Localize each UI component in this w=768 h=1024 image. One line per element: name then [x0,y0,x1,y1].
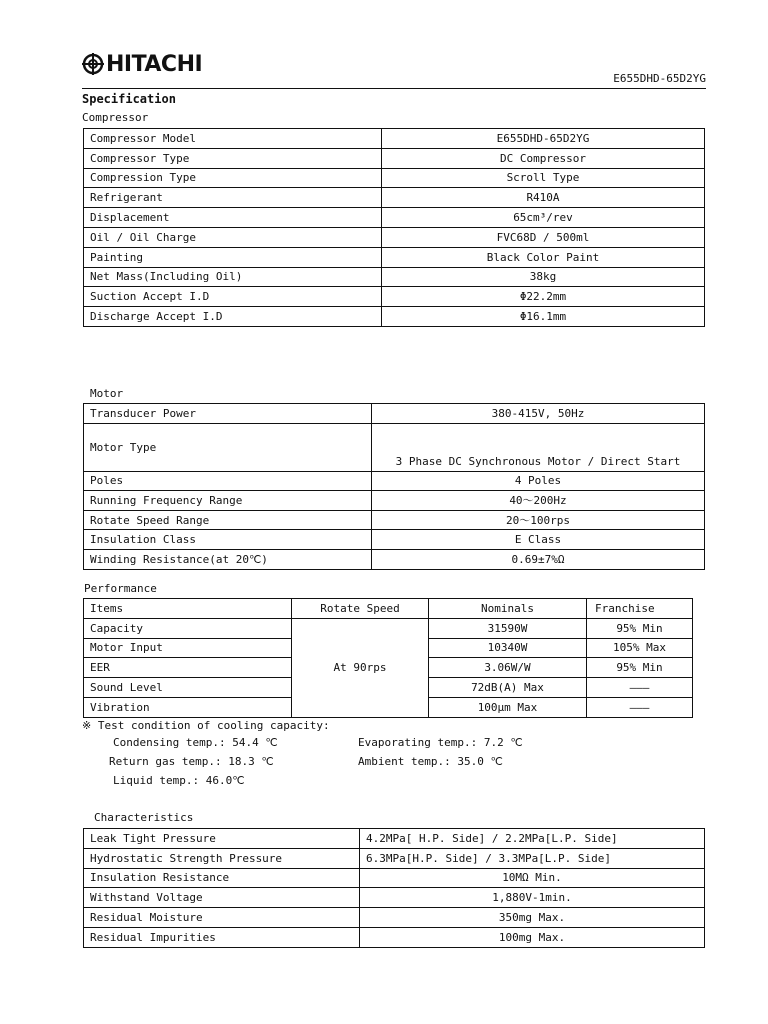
hitachi-emblem-icon [82,53,104,75]
spec-label: Poles [84,471,372,491]
table-row [84,404,705,424]
return-gas-temp: Return gas temp.: 18.3 ℃ [109,755,274,768]
compressor-table [83,128,705,327]
spec-value: Φ22.2mm [382,287,705,307]
spec-value: Φ16.1mm [382,307,705,327]
table-row [84,510,705,530]
spec-label: Rotate Speed Range [84,510,372,530]
table-row [84,267,705,287]
nominal-value: 10340W [429,638,587,658]
spec-value: 3 Phase DC Synchronous Motor / Direct Start [372,423,705,471]
table-row [84,829,705,849]
franchise-value: ——— [587,678,693,698]
spec-value: 38kg [382,267,705,287]
spec-label: Transducer Power [84,404,372,424]
spec-value: 1,880V-1min. [360,888,705,908]
compressor-label: Compressor [82,111,149,124]
header-model: E655DHD-65D2YG [613,72,706,85]
table-row [84,307,705,327]
table-row [84,208,705,228]
table-row [84,168,705,188]
column-header: Rotate Speed [292,599,429,619]
spec-value: 350mg Max. [360,908,705,928]
spec-value: 4.2MPa[ H.P. Side] / 2.2MPa[L.P. Side] [360,829,705,849]
motor-label: Motor [90,387,124,400]
spec-value: 65cm³/rev [382,208,705,228]
spec-value: 10MΩ Min. [360,868,705,888]
table-row [84,868,705,888]
table-row [84,287,705,307]
spec-value: 40～200Hz [372,491,705,511]
spec-value: 20～100rps [372,510,705,530]
spec-value: 100mg Max. [360,927,705,947]
spec-label: Painting [84,247,382,267]
table-row [84,908,705,928]
spec-label: Discharge Accept I.D [84,307,382,327]
spec-label: Hydrostatic Strength Pressure [84,848,360,868]
franchise-value: ——— [587,697,693,717]
spec-value: FVC68D / 500ml [382,227,705,247]
condensing-temp: Condensing temp.: 54.4 ℃ [113,736,278,749]
header-rule [82,88,706,89]
spec-label: Compression Type [84,168,382,188]
table-row [84,247,705,267]
spec-label: Leak Tight Pressure [84,829,360,849]
test-condition-title: ※ Test condition of cooling capacity: [82,719,330,732]
performance-item: Vibration [84,697,292,717]
spec-value: 380-415V, 50Hz [372,404,705,424]
performance-item: Capacity [84,618,292,638]
motor-table [83,403,705,570]
table-row [84,549,705,569]
table-row [84,530,705,550]
performance-item: Motor Input [84,638,292,658]
table-row [84,148,705,168]
brand-logo [82,50,202,78]
spec-value: 4 Poles [372,471,705,491]
nominal-value: 3.06W/W [429,658,587,678]
spec-value: Scroll Type [382,168,705,188]
nominal-value: 72dB(A) Max [429,678,587,698]
table-header-row [84,599,693,619]
spec-label: Compressor Type [84,148,382,168]
liquid-temp: Liquid temp.: 46.0℃ [113,774,245,787]
spec-label: Displacement [84,208,382,228]
spec-value: 6.3MPa[H.P. Side] / 3.3MPa[L.P. Side] [360,848,705,868]
spec-label: Winding Resistance(at 20℃) [84,549,372,569]
table-row [84,227,705,247]
spec-label: Withstand Voltage [84,888,360,908]
performance-table [83,598,693,718]
column-header: Nominals [429,599,587,619]
performance-item: Sound Level [84,678,292,698]
spec-value: DC Compressor [382,148,705,168]
table-row [84,927,705,947]
column-header: Items [84,599,292,619]
nominal-value: 100μm Max [429,697,587,717]
nominal-value: 31590W [429,618,587,638]
characteristics-table [83,828,705,948]
rotate-speed-value: At 90rps [292,618,429,717]
evaporating-temp: Evaporating temp.: 7.2 ℃ [358,736,523,749]
spec-label: Residual Impurities [84,927,360,947]
franchise-value: 95% Min [587,658,693,678]
spec-value: R410A [382,188,705,208]
spec-label: Refrigerant [84,188,382,208]
franchise-value: 105% Max [587,638,693,658]
spec-value: Black Color Paint [382,247,705,267]
table-row [84,888,705,908]
ambient-temp: Ambient temp.: 35.0 ℃ [358,755,503,768]
table-row [84,188,705,208]
spec-label: Motor Type [84,423,372,471]
spec-label: Suction Accept I.D [84,287,382,307]
spec-label: Residual Moisture [84,908,360,928]
table-row [84,129,705,149]
performance-label: Performance [84,582,157,595]
table-row [84,618,693,638]
performance-item: EER [84,658,292,678]
table-row [84,423,705,471]
table-row [84,848,705,868]
spec-label: Insulation Resistance [84,868,360,888]
brand-name: HITACHI [106,51,203,77]
spec-value: E Class [372,530,705,550]
spec-value: E655DHD-65D2YG [382,129,705,149]
page-title: Specification [82,92,176,106]
spec-label: Insulation Class [84,530,372,550]
spec-label: Running Frequency Range [84,491,372,511]
characteristics-label: Characteristics [94,811,194,824]
spec-value: 0.69±7%Ω [372,549,705,569]
spec-label: Net Mass(Including Oil) [84,267,382,287]
table-row [84,491,705,511]
spec-label: Oil / Oil Charge [84,227,382,247]
table-row [84,471,705,491]
franchise-value: 95% Min [587,618,693,638]
column-header: Franchise [587,599,693,619]
spec-label: Compressor Model [84,129,382,149]
